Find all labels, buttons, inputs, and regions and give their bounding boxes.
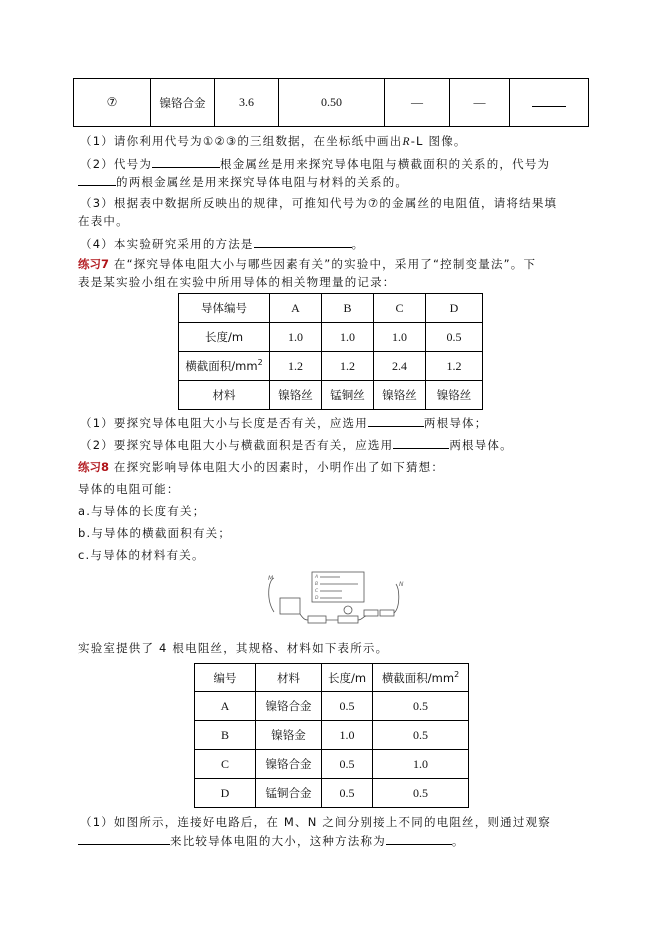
cell: 1.2 [426,352,483,381]
question-3: （3）根据表中数据所反映出的规律，可推知代号为⑦的金属丝的电阻值，请将结果填 [80,196,558,210]
question-1: （1）请你利用代号为①②③的三组数据，在坐标纸中画出R-L 图像。 [80,134,467,148]
cell: 0.5 [373,779,469,808]
table-row [179,294,483,323]
cell: 2.4 [374,352,426,381]
exercise-8-label: 练习8 [78,460,110,474]
table-row [195,750,469,779]
exercise-7-q1: （1）要探究导体电阻大小与长度是否有关，应选用 两根导体； [80,416,488,430]
cell: B [195,721,256,750]
cell: 0.50 [279,79,385,127]
resistor-table [194,663,469,808]
answer-blank[interactable] [254,235,352,248]
svg-text:D: D [315,596,319,601]
cell: 镍铬合金 [256,750,322,779]
cell: 0.5 [322,779,373,808]
table-row [179,352,483,381]
battery [364,610,378,616]
cell: 1.0 [322,323,374,352]
lab-statement: 实验室提供了 4 根电阻丝，其规格、材料如下表所示。 [78,641,389,655]
cell: C [195,750,256,779]
wire [269,578,274,612]
answer-blank[interactable] [78,832,170,845]
question-3-cont: 在表中。 [78,214,129,228]
cell: C [374,294,426,323]
hypothesis-a: a.与导体的长度有关； [78,504,206,518]
cell: 长度/m [322,664,373,692]
answer-blank[interactable] [152,155,220,168]
cell: D [426,294,483,323]
cell: A [270,294,322,323]
cell: 1.0 [373,750,469,779]
cell: 镍铬丝 [374,381,426,410]
hypothesis-lead: 导体的电阻可能： [78,482,180,496]
cell: 0.5 [426,323,483,352]
battery [380,610,394,616]
hypothesis-b: b.与导体的横截面积有关； [78,526,232,540]
cell: 0.5 [373,692,469,721]
label-n: N [399,581,404,588]
cell: 镍铬合金 [151,79,215,127]
cell: 0.5 [322,692,373,721]
question-4: （4）本实验研究采用的方法是 。 [80,237,365,251]
cell: B [322,294,374,323]
cell: 1.0 [374,323,426,352]
cell: 镍铬丝 [426,381,483,410]
cell: 长度/m [179,323,270,352]
cell: 镍铬丝 [270,381,322,410]
svg-text:C: C [315,589,319,594]
cell: D [195,779,256,808]
table-row [195,692,469,721]
ammeter [280,598,300,614]
cell: 1.0 [270,323,322,352]
answer-blank[interactable] [393,436,449,449]
cell: ⑦ [74,79,151,127]
exercise-7-q2: （2）要探究导体电阻大小与横截面积是否有关，应选用 两根导体。 [80,438,513,452]
bulb [344,606,352,614]
label-m: M [268,575,274,582]
table-row [195,664,469,692]
exercise-8-q1-cont: 来比较导体电阻的大小，这种方法称为 。 [78,832,465,849]
cell: 横截面积$/mm^2$ [373,664,469,692]
cell: 1.2 [270,352,322,381]
answer-cell[interactable] [510,79,589,127]
cell: A [195,692,256,721]
exercise-7-label: 练习7 [78,257,110,271]
cell: 横截面积$/mm^2$ [179,352,270,381]
cell: — [385,79,450,127]
table-row [179,323,483,352]
cell: 导体编号 [179,294,270,323]
answer-blank[interactable] [386,832,452,845]
exercise-8-q1: （1）如图所示，连接好电路后，在 M、N 之间分别接上不同的电阻丝，则通过观察 [80,815,551,829]
bulb-holder [338,616,358,623]
cell: 0.5 [322,750,373,779]
cell: 锰铜合金 [256,779,322,808]
question-2: （2）代号为 根金属丝是用来探究导体电阻与横截面积的关系的，代号为 [80,157,551,171]
cell: 镍铬金 [256,721,322,750]
conductor-table [178,293,483,410]
table-row [179,381,483,410]
answer-blank[interactable] [368,414,424,427]
circuit-figure [258,570,408,628]
exercise-7-intro: 练习7 在“探究导体电阻大小与哪些因素有关”的实验中，采用了“控制变量法”。下 [78,257,537,271]
exercise-7-intro-cont: 表是某实验小组在实验中所用导体的相关物理量的记录： [78,275,396,289]
cell: 0.5 [373,721,469,750]
answer-blank[interactable] [78,173,116,186]
cell: 材料 [256,664,322,692]
top-table [73,78,589,127]
exercise-8-intro: 练习8 在探究影响导体电阻大小的因素时，小明作出了如下猜想： [78,460,445,474]
svg-text:B: B [315,582,319,587]
cell: 锰铜丝 [322,381,374,410]
cell: 3.6 [215,79,279,127]
question-2-cont: 的两根金属丝是用来探究导体电阻与材料的关系的。 [78,173,408,190]
table-row [74,79,589,127]
table-row [195,779,469,808]
svg-text:A: A [315,575,319,580]
cell: 1.0 [322,721,373,750]
cell: 镍铬合金 [256,692,322,721]
cell: 1.2 [322,352,374,381]
cell: 材料 [179,381,270,410]
table-row [195,721,469,750]
resistance-board [312,572,364,602]
cell: — [450,79,510,127]
switch [308,616,326,623]
hypothesis-c: c.与导体的材料有关。 [78,548,205,562]
cell: 编号 [195,664,256,692]
